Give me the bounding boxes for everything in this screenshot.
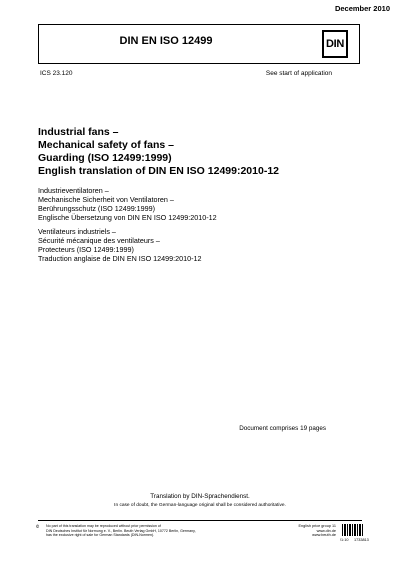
standard-number: DIN EN ISO 12499 xyxy=(119,35,213,47)
notice-line: No part of this translation may be reproduced without prior permission of xyxy=(46,524,161,528)
price-group: English price group 11 xyxy=(298,524,336,528)
notice-line: has the exclusive right of sale for German Standards (DIN-Normen). xyxy=(46,533,155,538)
title-de-line: Berührungsschutz (ISO 12499:1999) xyxy=(38,204,156,213)
din-url: www.din.de xyxy=(316,528,336,533)
disclaimer: In case of doubt, the German-language original shall be considered authoritative. xyxy=(114,503,286,508)
copyright-symbol: © xyxy=(36,524,40,529)
doc-id: 1733813 xyxy=(354,538,369,542)
title-de-line: Englische Übersetzung von DIN EN ISO 12499:2010-12 xyxy=(38,213,217,222)
din-logo xyxy=(322,30,348,58)
din-logo-text: DIN xyxy=(325,38,345,50)
title-en-line: Guarding (ISO 12499:1999) xyxy=(38,152,172,164)
page-count: Document comprises 19 pages xyxy=(239,425,326,432)
copyright-notice xyxy=(46,524,256,538)
title-en-line: English translation of DIN EN ISO 12499:2010-12 xyxy=(38,165,279,177)
price-info xyxy=(270,524,336,538)
title-de-line: Mechanische Sicherheit von Ventilatoren – xyxy=(38,195,174,204)
title-fr-line: Sécurité mécanique des ventilateurs – xyxy=(38,236,160,245)
title-en-line: Mechanical safety of fans – xyxy=(38,139,174,151)
notice-line: DIN Deutsches Institut für Normung e. V., Berlin. Beuth Verlag GmbH, 10772 Berlin, Germany, xyxy=(46,528,196,533)
doc-code: !1:10 xyxy=(340,538,349,542)
title-fr-line: Protecteurs (ISO 12499:1999) xyxy=(38,245,134,254)
translation-credit: Translation by DIN-Sprachendienst. xyxy=(150,493,250,500)
barcode xyxy=(342,524,364,536)
publication-date: December 2010 xyxy=(334,4,390,13)
ics-code: ICS 23.120 xyxy=(40,70,73,77)
title-en-line: Industrial fans – xyxy=(38,126,119,138)
title-fr-line: Traduction anglaise de DIN EN ISO 12499:2010-12 xyxy=(38,254,202,263)
title-de-line: Industrieventilatoren – xyxy=(38,186,109,195)
application-note: See start of application xyxy=(265,70,332,77)
footer-divider xyxy=(38,520,362,521)
title-fr-line: Ventilateurs industriels – xyxy=(38,227,116,236)
beuth-url: www.beuth.de xyxy=(312,533,336,538)
